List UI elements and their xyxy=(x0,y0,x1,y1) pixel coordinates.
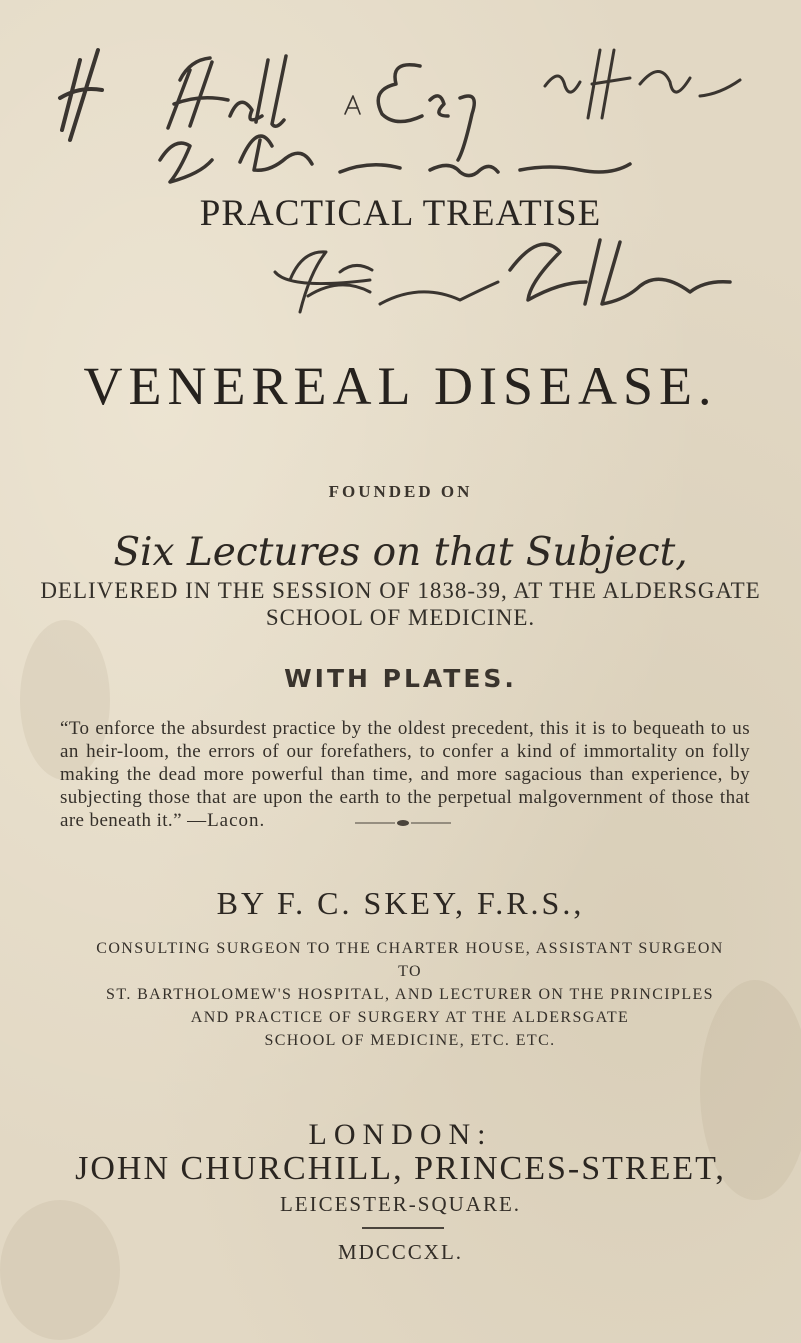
imprint-year: MDCCCXL. xyxy=(337,1240,464,1264)
imprint-publisher: JOHN CHURCHILL, PRINCES-STREET, xyxy=(75,1150,726,1187)
delivered-line: DELIVERED IN THE SESSION OF 1838-39, AT THE ALDERSGATE xyxy=(40,578,761,603)
author-role-line: SCHOOL OF MEDICINE, ETC. ETC. xyxy=(264,1032,556,1049)
with-plates: WITH PLATES. xyxy=(284,664,517,693)
author-role xyxy=(90,937,730,1052)
title-line-2: VENEREAL DISEASE. xyxy=(83,356,718,416)
divider xyxy=(362,1227,444,1229)
epigraph-attribution: —Lacon. xyxy=(187,810,266,831)
handwritten-inscription xyxy=(40,20,800,350)
author-role-line: CONSULTING SURGEON TO THE CHARTER HOUSE, ASSISTANT SURGEON TO xyxy=(96,940,724,980)
author-role-line: ST. BARTHOLOMEW'S HOSPITAL, AND LECTURER ON THE PRINCIPLES xyxy=(106,986,714,1003)
epigraph xyxy=(60,717,750,832)
title-line-1: PRACTICAL TREATISE xyxy=(199,193,602,234)
imprint-address: LEICESTER-SQUARE. xyxy=(279,1192,522,1216)
school-line: SCHOOL OF MEDICINE. xyxy=(265,605,536,630)
ornament-rule xyxy=(355,818,451,828)
lectures-subtitle: Six Lectures on that Subject, xyxy=(113,530,688,575)
paper-stain xyxy=(0,1200,120,1340)
imprint-city: LONDON: xyxy=(308,1118,493,1151)
founded-on: FOUNDED ON xyxy=(328,482,473,501)
author-role-line: AND PRACTICE OF SURGERY AT THE ALDERSGATE xyxy=(190,1009,630,1026)
epigraph-text: “To enforce the absurdest practice by the oldest precedent, this it is to bequeath to us an heir-loom, the errors of our forefathers, to confer a kind of immortality on folly making the dead more powerful than time, and more sagacious than experience, by subjecting those that are upon the earth to the perpetual malgovernment of those that are beneath it.” xyxy=(60,718,750,831)
author-name: BY F. C. SKEY, F.R.S., xyxy=(216,885,585,921)
